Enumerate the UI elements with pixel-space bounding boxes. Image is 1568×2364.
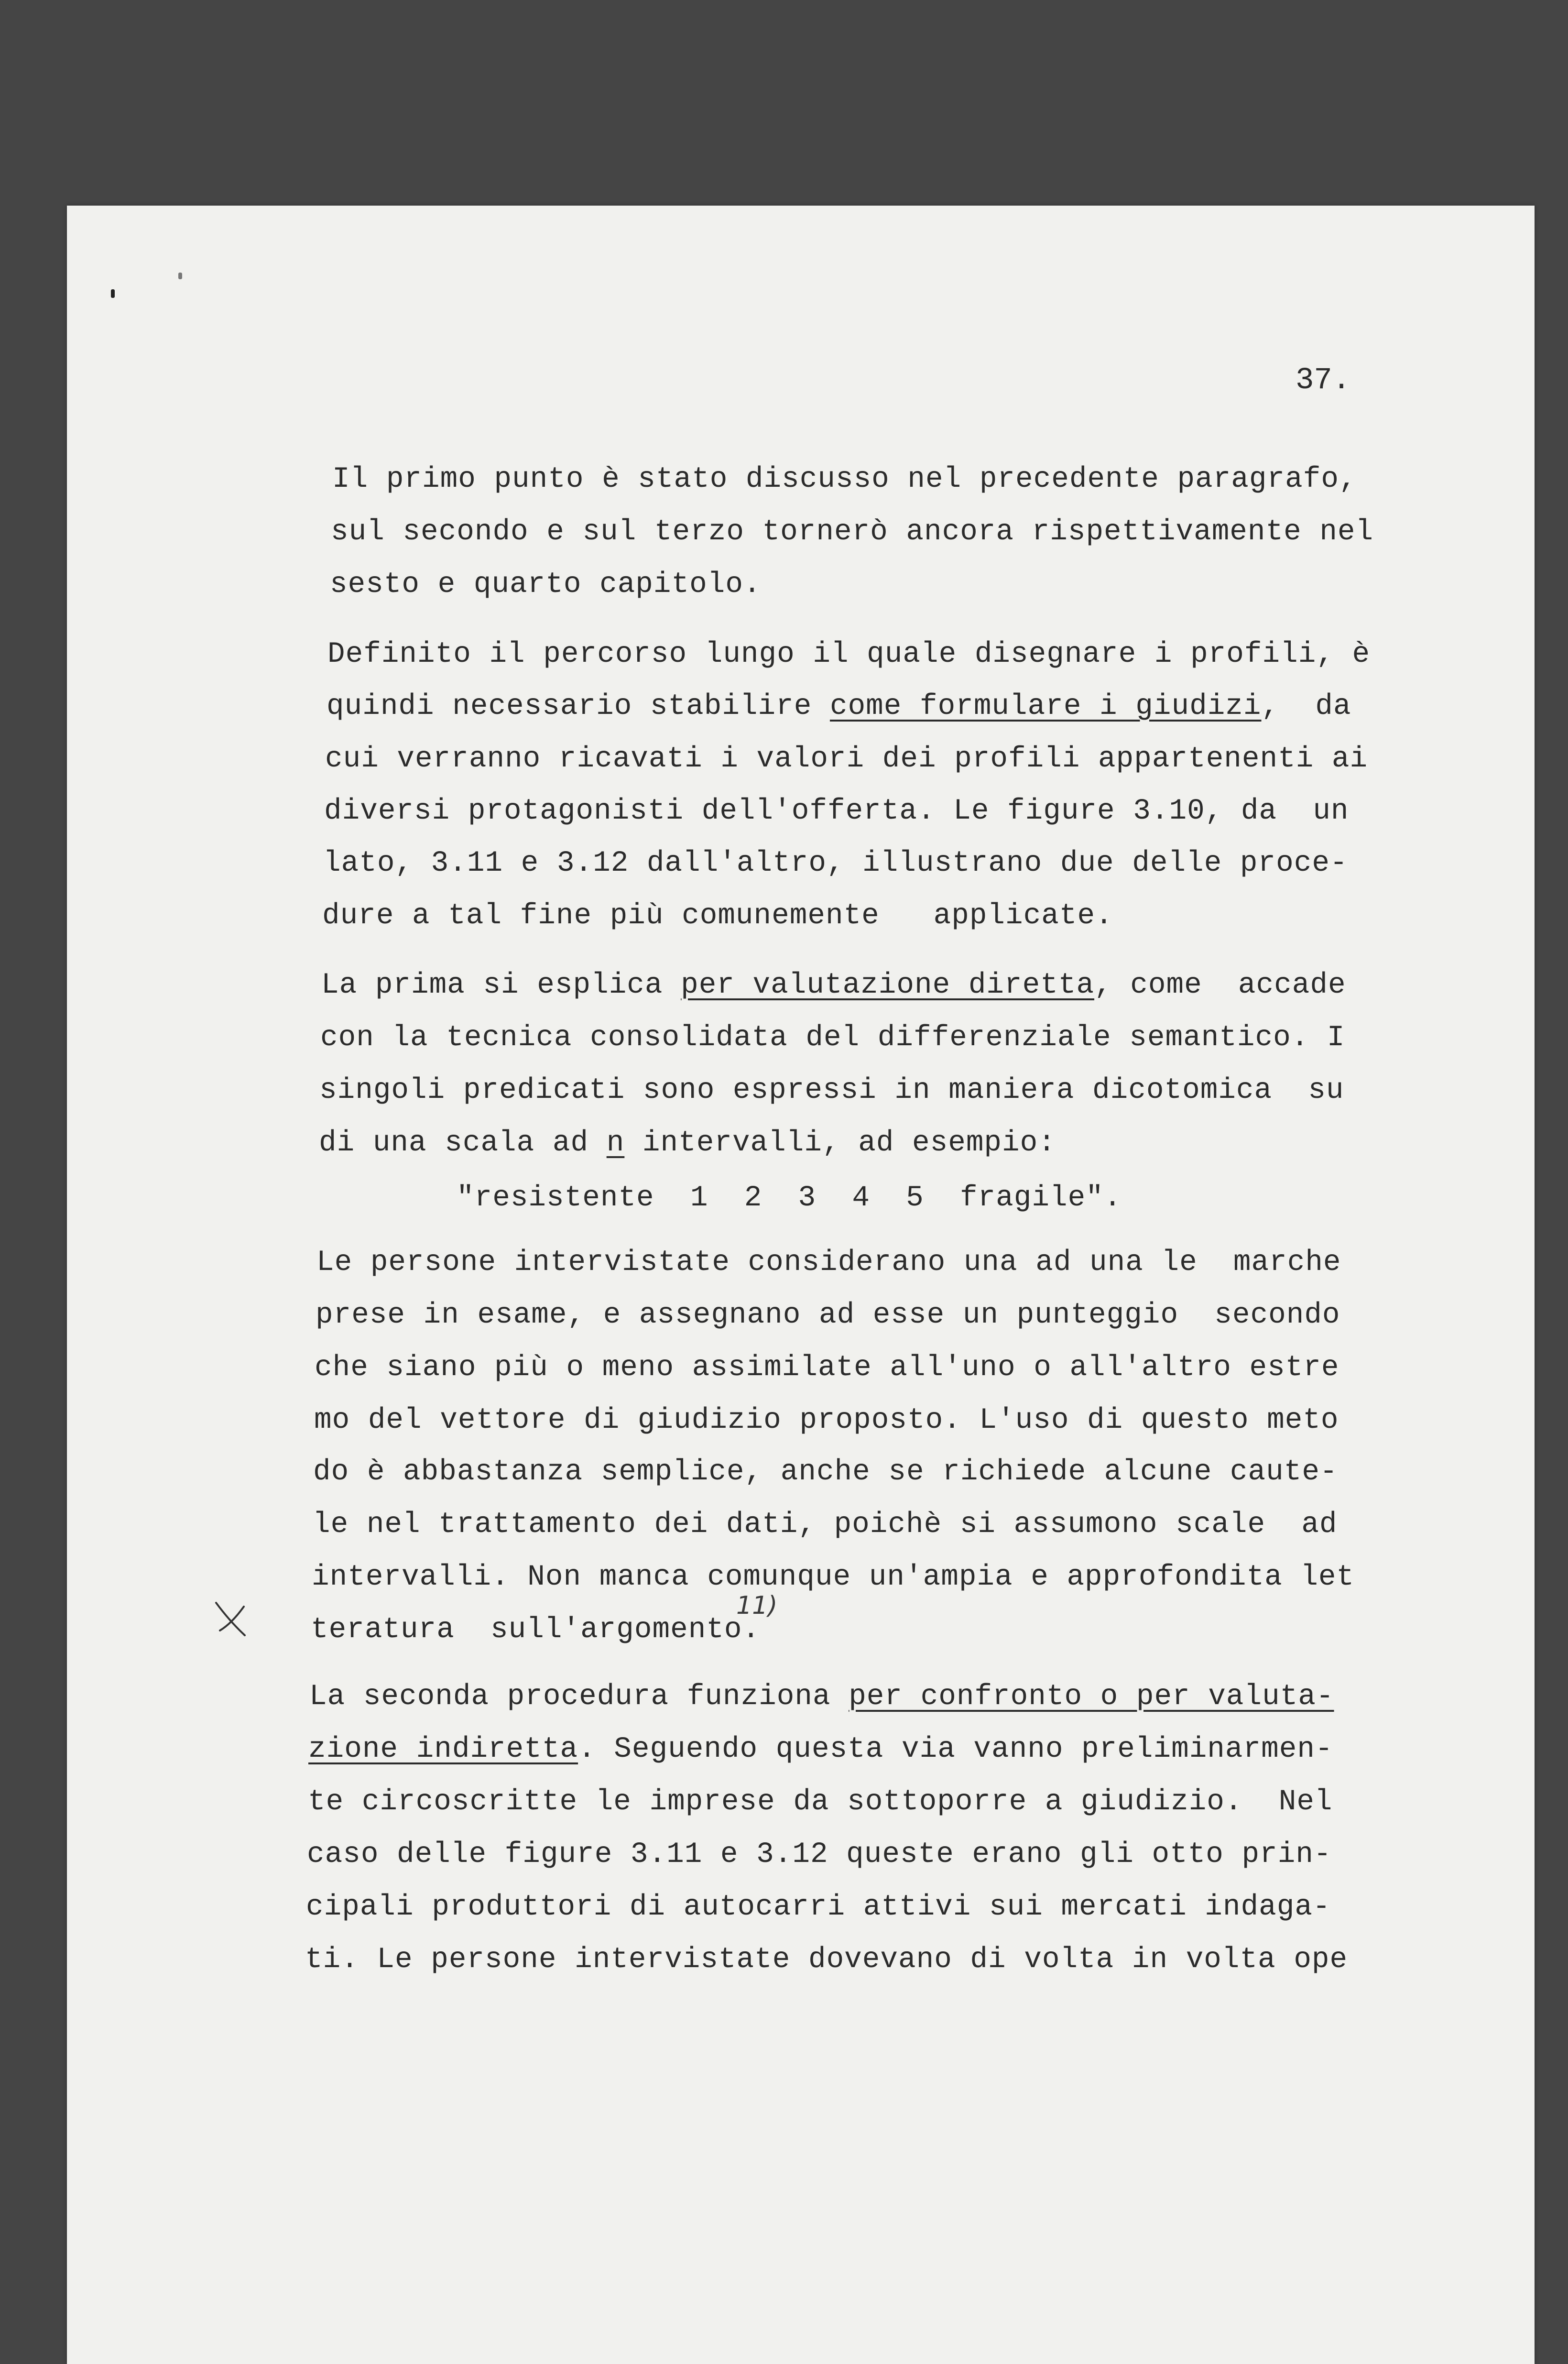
footnote-reference: 11) xyxy=(736,1591,778,1620)
example-line: "resistente 1 2 3 4 5 fragile". xyxy=(457,1182,1122,1215)
text-line: ti. Le persone intervistate dovevano di volta in volta ope xyxy=(305,1943,1348,1976)
text-line: cui verranno ricavati i valori dei profili appartenenti ai xyxy=(325,743,1368,776)
text-line: quindi necessario stabilire come formulare i giudizi, da xyxy=(327,690,1351,723)
text-line: Le persone intervistate considerano una ad una le marche xyxy=(316,1246,1341,1279)
page-number: 37. xyxy=(1296,363,1351,398)
punch-hole-mark xyxy=(111,289,115,298)
text-line: sul secondo e sul terzo tornerò ancora rispettivamente nel xyxy=(331,515,1374,548)
text-line: le nel trattamento dei dati, poichè si assumono scale ad xyxy=(313,1508,1338,1541)
text-line: dure a tal fine più comunemente applicate. xyxy=(322,899,1113,932)
text-line: diversi protagonisti dell'offerta. Le figure 3.10, da un xyxy=(324,795,1349,828)
text-line: singoli predicati sono espressi in maniera dicotomica su xyxy=(319,1074,1344,1107)
handwritten-check-mark xyxy=(210,1597,253,1640)
text-line: intervalli. Non manca comunque un'ampia e approfondita let xyxy=(312,1561,1355,1594)
text-line: che siano più o meno assimilate all'uno o all'altro estre xyxy=(315,1351,1339,1384)
text-line: di una scala ad n intervalli, ad esempio: xyxy=(319,1127,1056,1160)
text-line: La seconda procedura funziona per confronto o per valuta- xyxy=(309,1680,1334,1713)
text-line: lato, 3.11 e 3.12 dall'altro, illustrano due delle proce- xyxy=(323,847,1348,880)
text-line: La prima si esplica per valutazione diretta, come accade xyxy=(321,969,1346,1002)
text-line: con la tecnica consolidata del differenziale semantico. I xyxy=(320,1021,1345,1054)
paper-sheet xyxy=(67,206,1535,2364)
text-line: sesto e quarto capitolo. xyxy=(330,568,762,601)
text-line: cipali produttori di autocarri attivi sui mercati indaga- xyxy=(306,1891,1331,1924)
text-line: teratura sull'argomento. xyxy=(311,1613,761,1646)
text-line: zione indiretta. Seguendo questa via vanno preliminarmen- xyxy=(308,1733,1333,1766)
text-line: Il primo punto è stato discusso nel precedente paragrafo, xyxy=(332,463,1357,496)
punch-hole-mark xyxy=(178,273,182,279)
text-line: do è abbastanza semplice, anche se richiede alcune caute- xyxy=(313,1456,1338,1488)
text-line: caso delle figure 3.11 e 3.12 queste erano gli otto prin- xyxy=(307,1838,1332,1871)
text-line: mo del vettore di giudizio proposto. L'uso di questo meto xyxy=(314,1404,1339,1437)
text-line: Definito il percorso lungo il quale disegnare i profili, è xyxy=(327,638,1371,671)
text-line: prese in esame, e assegnano ad esse un punteggio secondo xyxy=(316,1299,1340,1332)
text-line: te circoscritte le imprese da sottoporre a giudizio. Nel xyxy=(308,1785,1333,1818)
